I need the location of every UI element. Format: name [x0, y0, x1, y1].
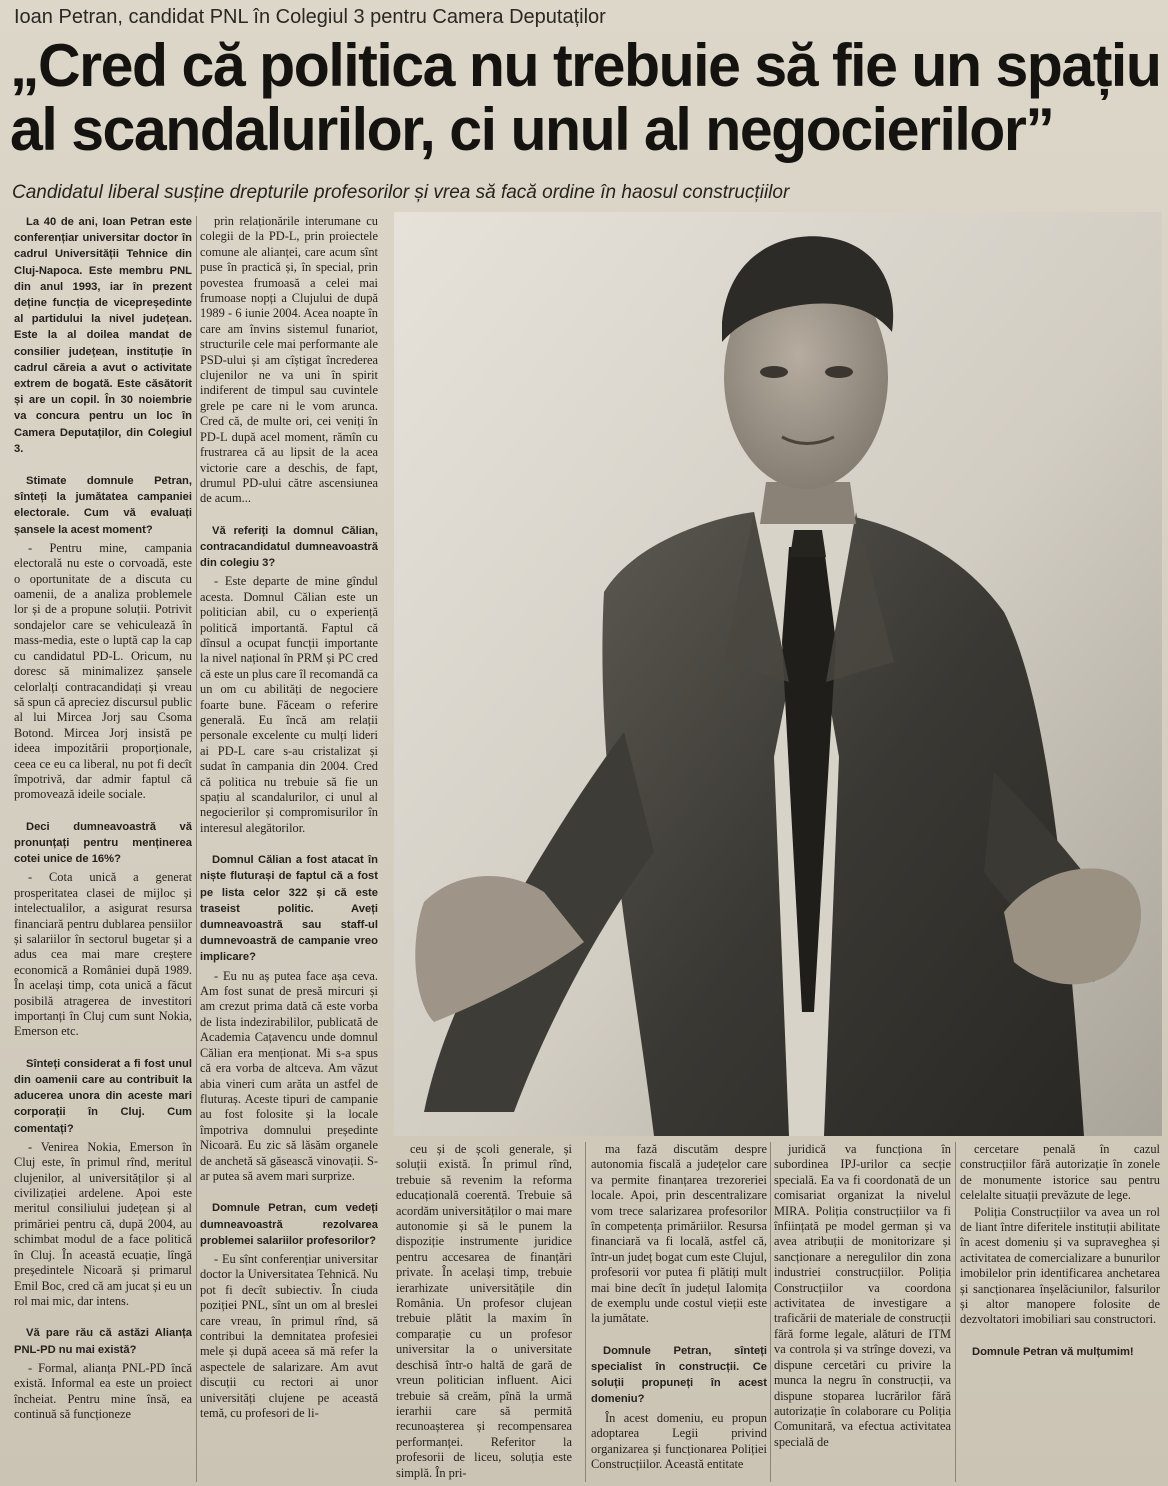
interview-answer: prin relaționările interumane cu colegii de la PD-L, prin proiectele comune ale alianței, care acum sînt puse în practică și, în special, prin povestea frumoasă a celei mai frumoase nopți a Clujului de după 1989 - 6 iunie 2004. Acea noapte în care am învins sistemul funariot, structurile cele mai performante ale PSD-ului și am cîștigat încrederea clujenilor ne va uni în spirit indiferent de timpul sau cuvintele grele pe care ni le vom arunca. Cred că, de multe ori, cei veniți în PD-L după acel moment, rămîn cu frustrarea că au lipsit de la acea victorie care a deschis, de fapt, drumul PD-ului către ascensiunea de acum...	[200, 214, 378, 506]
article-headline	[10, 32, 1161, 163]
interview-question: Deci dumneavoastră vă pronunțați pentru menținerea cotei unice de 16%?	[14, 820, 192, 866]
column-rule	[955, 1142, 956, 1482]
interview-answer: În acest domeniu, eu propun adoptarea Legii privind organizarea și funcționarea Poliției Construcțiilor. Această entitate	[591, 1410, 767, 1471]
interview-question: Domnule Petran, sînteți specialist în construcții. Ce soluții propuneți în acest domeniu?	[591, 1344, 767, 1406]
interview-answer: - Eu nu aș putea face așa ceva. Am fost sunat de presă mircuri și am crezut prima dată că este vorba de lista indezirabililor, publicată de Academia Cațavencu unde domnul Călian era menționat. Mi s-a spus că era vorba de altceva. Am văzut abia vineri cum arăta un astfel de fluturaș. Aceste tipuri de campanie au fost folosite și la locale împotriva domnului președinte Nicoară. Eu zic să lăsăm organele de anchetă să găsească vinovații. S-ar putea să avem mari surprize.	[200, 968, 378, 1183]
article-column-2	[200, 214, 378, 1482]
interview-answer: juridică va funcționa în subordinea IPJ-urilor ca secție specială. Ea va fi coordonată de un comisariat organizat la nivelul MIRA. Poliția construcțiilor va fi înființată pe model german și va avea atribuții de monitorizare și sancționare a neregulilor din zona industriei construcțiilor. Poliția Construcțiilor va coordona activitatea de investigare a traficării de materiale de construcții fără forme legale, alături de ITM va controla și va strînge dovezi, va dispune cercetări cu privire la munca la negru în construcții, va dispune stoparea lucrărilor fără autorizație în colaborare cu Poliția Comunitară, va efectua activitatea specială de	[774, 1142, 951, 1449]
column-rule	[585, 1142, 586, 1482]
interview-answer: Poliția Construcțiilor va avea un rol de liant între diferitele instituții abilitate în acest domeniu și va supraveghea și activitatea de comercializare a bunurilor imobilelor prin identificarea anchetarea și sancționarea înșelăciunilor, falsurilor și altor manopere folosite de dezvoltatori imobiliari sau constructori.	[960, 1204, 1160, 1327]
candidate-photo	[394, 212, 1162, 1136]
interview-question: Stimate domnule Petran, sînteți la jumătatea campaniei electorale. Cum vă evaluați șansele la acest moment?	[14, 475, 192, 536]
interview-answer: - Eu sînt conferențiar universitar doctor la Universitatea Tehnică. Nu pot fi decît subiectiv. În ciuda poziției PNL, sînt un om al breslei care vreau, în primul rînd, să contribui la demnitatea profesiei mele și după aceea să mă refer la aspectele de salarizare. Am avut discuții cu rectori ai unor universități clujene pe această temă, cu profesori de li-	[200, 1251, 378, 1421]
interview-answer: ceu și de școli generale, și soluții există. În primul rînd, trebuie să revenim la reforma educațională coerentă. Trebuie să acordăm universităților o mai mare autonomie și să le punem la dispoziție instrumente juridice pentru accesarea de finanțări private. În același timp, trebuie ierarhizate universitățile din România. Un profesor clujean trebuie plătit la maxim în comparație cu un profesor universitar la o universitate deschisă într-o haltă de gară de vreun politician influent. Aici trebuie să creăm, pînă la urmă ierarhii care să permită recunoașterea și recompensarea performanței. Referitor la profesorii de liceu, soluția este simplă. În pri-	[396, 1142, 572, 1480]
interview-question: Vă pare rău că astăzi Alianța PNL-PD nu mai există?	[14, 1327, 192, 1356]
interview-question: Domnule Petran vă mulțumim!	[972, 1345, 1134, 1358]
column-rule	[770, 1142, 771, 1482]
interview-question: Vă referiți la domnul Călian, contracandidatul dumneavoastră din colegiu 3?	[200, 524, 378, 570]
article-column-6	[960, 1142, 1160, 1482]
headline-line-2: al scandalurilor, ci unul al negocierilor”	[10, 96, 1054, 163]
interview-answer: - Cota unică a generat prosperitatea clasei de mijloc și intelectualilor, a asigurat resursa financiară pentru dublarea pensiilor și salariilor în sectorul bugetar și a adus cea mai mare creștere economică a României după 1989. În același timp, cota unică a făcut posibilă atragerea de investitori importanți în Cluj cum sunt Nokia, Emerson etc.	[14, 870, 192, 1039]
interview-question: Domnule Petran, cum vedeți dumneavoastră rezolvarea problemei salariilor profesorilor?	[200, 1202, 378, 1247]
article-kicker: Ioan Petran, candidat PNL în Colegiul 3 pentru Camera Deputaților	[14, 6, 606, 28]
article-column-4	[591, 1142, 767, 1482]
article-column-5	[774, 1142, 951, 1482]
interview-question: Sînteți considerat a fi fost unul din oamenii care au contribuit la aducerea unora din aceste mari corporații în Cluj. Cum comentați?	[14, 1057, 192, 1135]
intro-paragraph: La 40 de ani, Ioan Petran este conferențiar universitar doctor în cadrul Universității Tehnice din Cluj-Napoca. Este membru PNL din anul 1993, iar în prezent deține funcția de vicepreședinte al partidului la nivel județean. Este la al doilea mandat de consilier județean, instituție în cadrul căreia a avut o activitate extrem de bogată. Este căsătorit și are un copil. În 30 noiembrie va concura pentru un loc în Camera Deputaților, din Colegiul 3.	[14, 216, 192, 455]
article-subheadline: Candidatul liberal susține drepturile profesorilor și vrea să facă ordine în haosul construcțiilor	[12, 182, 790, 203]
article-column-1	[14, 214, 192, 1482]
interview-answer: - Este departe de mine gîndul acesta. Domnul Călian este un politician abil, cu o experiență politică importantă. Faptul că dînsul a ocupat funcții importante la nivel național în PRM și PC cred că este un plus care îl recomandă ca un om cu abilități de negociere foarte bune. Făceam o referire generală. Eu încă am relații personale excelente cu mulți lideri ai PD-L care s-au cristalizat și sudat în campania din 2004. Cred că politica nu trebuie să fie un spațiu al scandalurilor, ci unul al negocierilor și compromisurilor în interesul alegătorilor.	[200, 574, 378, 835]
interview-answer: - Formal, alianța PNL-PD încă există. Informal ea este un proiect încheiat. Pentru mine însă, ea continuă să funcționeze	[14, 1360, 192, 1421]
headline-line-1: „Cred că politica nu trebuie să fie un spațiu	[10, 32, 1161, 99]
interview-answer: cercetare penală în cazul construcțiilor fără autorizație în zonele de monumente istorice sau pentru celelalte situații prevăzute de lege.	[960, 1142, 1160, 1203]
interview-answer: - Pentru mine, campania electorală nu este o corvoadă, este o oportunitate de a discuta cu oamenii, de a analiza problemele lor și de a propune soluții. Potrivit sondajelor care se vehiculează în mass-media, este o luptă cap la cap cu candidatul PD-L. Oricum, nu doresc să minimalizez șansele celorlalți contracandidați și vreau să spun că apreciez discursul public al lui Mircea Jorj sau Csoma Botond. Mircea Jorj insistă pe ideea impozitării proporționale, ceea ce eu ca liberal, nu pot fi decît împotrivă, dar admir faptul că promovează ideile sociale.	[14, 540, 192, 802]
interview-question: Domnul Călian a fost atacat în niște fluturași de faptul că a fost pe lista celor 322 și că este traseist politic. Aveți dumneavoastră sau staff-ul dumnevoastră de campanie vreo implicare?	[200, 854, 378, 964]
interview-answer: ma fază discutăm despre autonomia fiscală a județelor care va permite finanțarea trezoreriei locale. Apoi, prin descentralizare vom trece salarizarea profesorilor în competența primăriilor. Resursa financiară va fi locală, astfel că, într-un județ bogat cum este Clujul, profesorii vor putea fi plătiți mult mai bine decît în județul Ialomița de exemplu unde costul vieții este la jumătate.	[591, 1142, 767, 1326]
interview-answer: - Venirea Nokia, Emerson în Cluj este, în primul rînd, meritul clujenilor, al universităților și al civilizației ardelene. Apoi este meritul consiliului județean și al primăriei pentru că, după 2004, au schimbat modul de a face politică în Cluj. În această ecuație, lîngă președintele Nicoară și primarul Emil Boc, cred că am jucat și eu un rol mai mic, dar intens.	[14, 1139, 192, 1308]
column-rule	[196, 216, 197, 1482]
article-column-3	[396, 1142, 572, 1482]
